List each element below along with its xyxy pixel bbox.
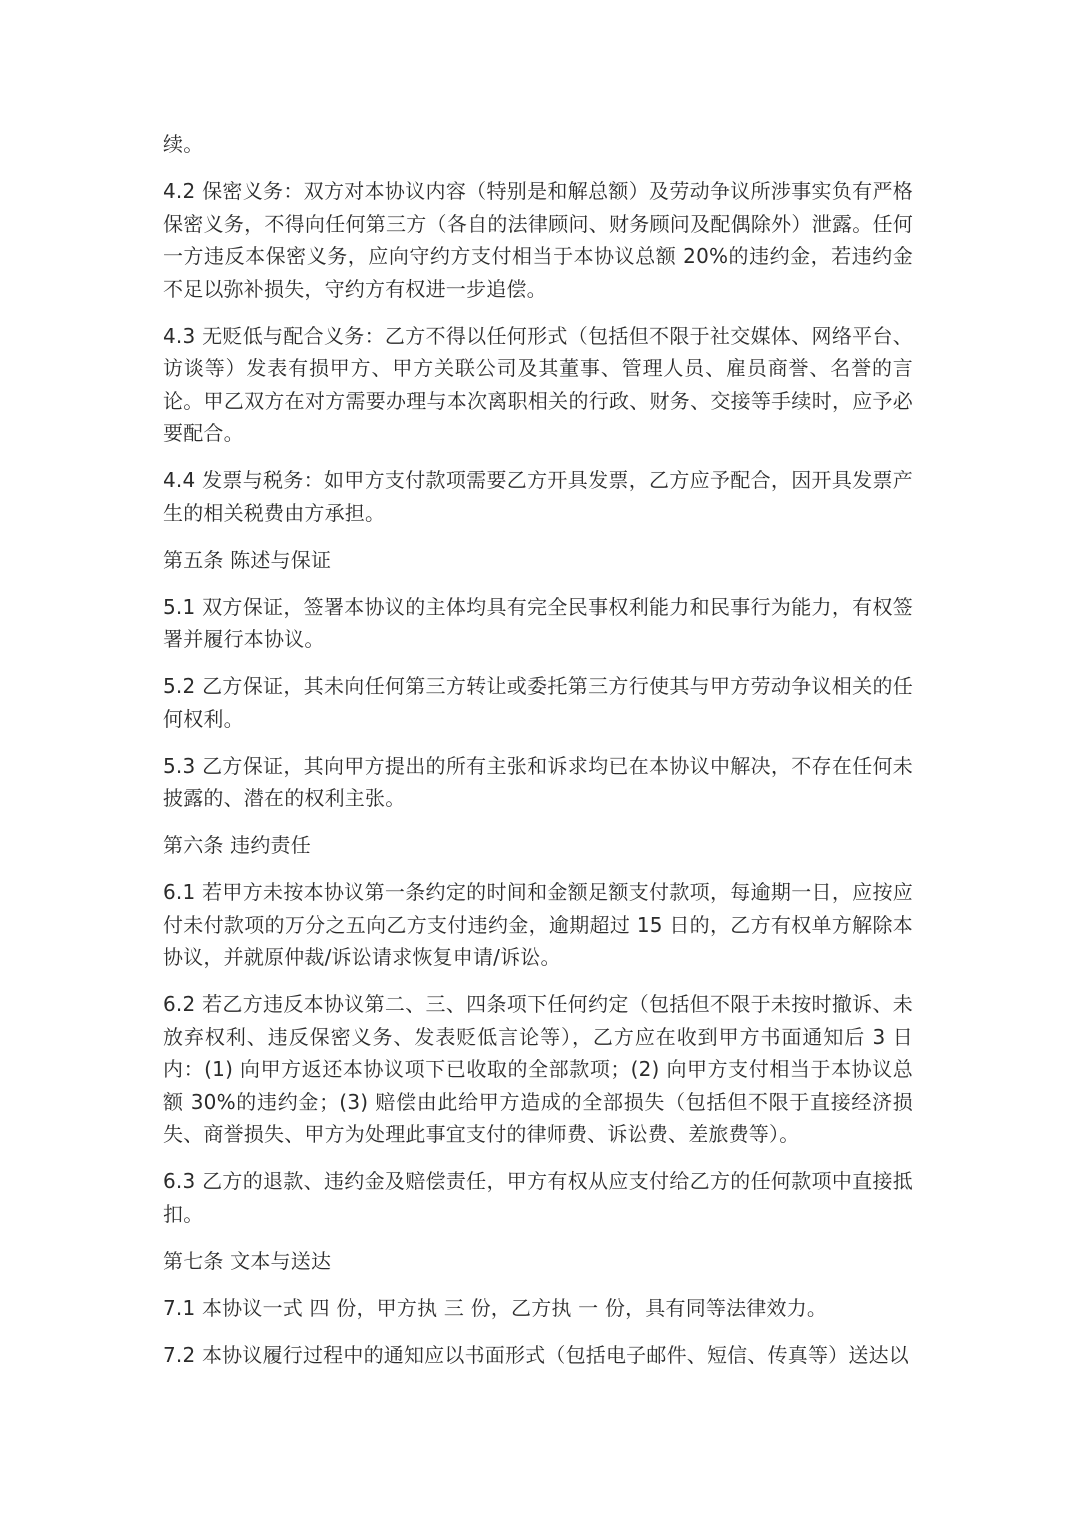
- document-body: [163, 128, 913, 1386]
- article-5-heading: 第五条 陈述与保证: [163, 547, 332, 572]
- clause-5-1: 5.1 双方保证，签署本协议的主体均具有完全民事权利能力和民事行为能力，有权签署并履行本协议。: [163, 594, 913, 651]
- clause-5-2: 5.2 乙方保证，其未向任何第三方转让或委托第三方行使其与甲方劳动争议相关的任何权利。: [163, 674, 913, 731]
- clause-5-3: 5.3 乙方保证，其向甲方提出的所有主张和诉求均已在本协议中解决，不存在任何未披露的、潜在的权利主张。: [163, 753, 913, 810]
- clause-6-3: 6.3 乙方的退款、违约金及赔偿责任，甲方有权从应支付给乙方的任何款项中直接抵扣。: [163, 1169, 913, 1226]
- article-6-heading: 第六条 违约责任: [163, 833, 311, 857]
- clause-7-2: 7.2 本协议履行过程中的通知应以书面形式（包括电子邮件、短信、传真等）送达以: [163, 1342, 909, 1367]
- clause-4-4-invoice-tax: 4.4 发票与税务：如甲方支付款项需要乙方开具发票，乙方应予配合，因开具发票产生的相关税费由方承担。: [163, 468, 913, 525]
- clause-4-3-non-disparagement: 4.3 无贬低与配合义务：乙方不得以任何形式（包括但不限于社交媒体、网络平台、访谈等）发表有损甲方、甲方关联公司及其董事、管理人员、雇员商誉、名誉的言论。甲乙双方在对方需要办理与本次离职相关的行政、财务、交接等手续时，应予必要配合。: [163, 323, 913, 445]
- clause-4-2-confidentiality: 4.2 保密义务：双方对本协议内容（特别是和解总额）及劳动争议所涉事实负有严格保密义务，不得向任何第三方（各自的法律顾问、财务顾问及配偶除外）泄露。任何一方违反本保密义务，应向守约方支付相当于本协议总额 20%的违约金，若违约金不足以弥补损失，守约方有权进一步追偿。: [163, 179, 913, 301]
- article-7-heading: 第七条 文本与送达: [163, 1248, 332, 1273]
- clause-6-1: 6.1 若甲方未按本协议第一条约定的时间和金额足额支付款项，每逾期一日，应按应付未付款项的万分之五向乙方支付违约金，逾期超过 15 日的，乙方有权单方解除本协议，并就原仲裁/诉讼请求恢复申请/诉讼。: [163, 880, 913, 969]
- clause-7-1: 7.1 本协议一式 四 份，甲方执 三 份，乙方执 一 份，具有同等法律效力。: [163, 1295, 828, 1320]
- paragraph-continuation: 续。: [163, 132, 204, 156]
- clause-6-2: 6.2 若乙方违反本协议第二、三、四条项下任何约定（包括但不限于未按时撤诉、未放弃权利、违反保密义务、发表贬低言论等），乙方应在收到甲方书面通知后 3 日内：(1) 向甲方返还本协议项下已收取的全部款项；(2) 向甲方支付相当于本协议总额 30%的违约金；(3) 赔偿由此给甲方造成的全部损失（包括但不限于直接经济损失、商誉损失、甲方为处理此事宜支付的律师费、诉讼费、差旅费等）。: [163, 992, 913, 1146]
